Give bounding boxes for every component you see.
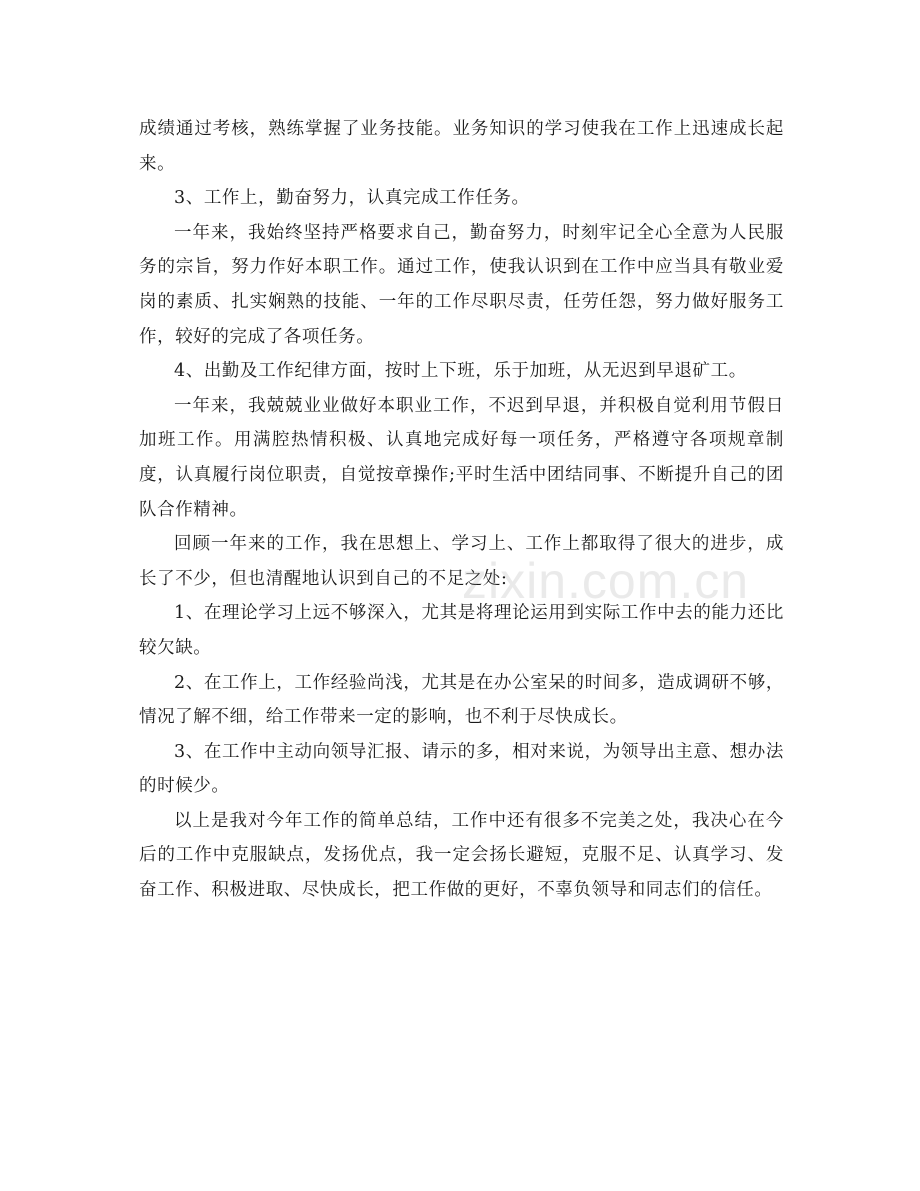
paragraph-review: 回顾一年来的工作，我在思想上、学习上、工作上都取得了很大的进步，成长了不少，但也清醒地认识到自己的不足之处:	[139, 534, 784, 589]
paragraph-continuation: 成绩通过考核，熟练掌握了业务技能。业务知识的学习使我在工作上迅速成长起来。	[139, 119, 784, 174]
document-body	[139, 112, 784, 908]
paragraph-heading-4: 4、出勤及工作纪律方面，按时上下班，乐于加班，从无迟到早退矿工。	[174, 361, 747, 382]
paragraph-shortcoming-1: 1、在理论学习上远不够深入，尤其是将理论运用到实际工作中去的能力还比较欠缺。	[139, 603, 784, 658]
watermark: zixin.com.cn	[462, 553, 750, 609]
paragraph-conclusion: 以上是我对今年工作的简单总结，工作中还有很多不完美之处，我决心在今后的工作中克服缺点，发扬优点，我一定会扬长避短，克服不足、认真学习、发奋工作、积极进取、尽快成长，把工作做的更好，不辜负领导和同志们的信任。	[139, 810, 784, 901]
paragraph-work-diligence: 一年来，我始终坚持严格要求自己，勤奋努力，时刻牢记全心全意为人民服务的宗旨，努力作好本职工作。通过工作，使我认识到在工作中应当具有敬业爱岗的素质、扎实娴熟的技能、一年的工作尽职尽责，任劳任怨，努力做好服务工作，较好的完成了各项任务。	[139, 222, 784, 347]
paragraph-shortcoming-3: 3、在工作中主动向领导汇报、请示的多，相对来说，为领导出主意、想办法的时候少。	[139, 741, 784, 797]
paragraph-shortcoming-2: 2、在工作上，工作经验尚浅，尤其是在办公室呆的时间多，造成调研不够，情况了解不细，给工作带来一定的影响，也不利于尽快成长。	[139, 672, 784, 728]
paragraph-attendance: 一年来，我兢兢业业做好本职业工作，不迟到早退，并积极自觉利用节假日加班工作。用满腔热情积极、认真地完成好每一项任务，严格遵守各项规章制度，认真履行岗位职责，自觉按章操作;平时生活中团结同事、不断提升自己的团队合作精神。	[139, 395, 784, 520]
paragraph-heading-3: 3、工作上，勤奋努力，认真完成工作任务。	[174, 188, 530, 209]
